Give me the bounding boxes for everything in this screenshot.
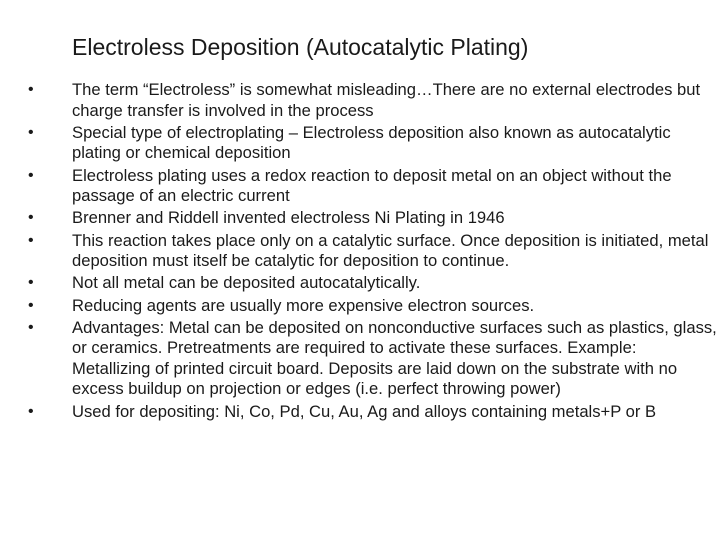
bullet-item <box>28 166 718 207</box>
bullet-item <box>28 231 718 272</box>
bullet-list <box>28 80 718 424</box>
bullet-icon: • <box>28 123 34 141</box>
bullet-text: Brenner and Riddell invented electroless Ni Plating in 1946 <box>72 208 505 228</box>
bullet-item <box>28 296 718 317</box>
bullet-icon: • <box>28 209 34 227</box>
slide-title: Electroless Deposition (Autocatalytic Plating) <box>72 34 529 60</box>
bullet-icon: • <box>28 274 34 292</box>
bullet-text: Electroless plating uses a redox reaction to deposit metal on an object without the passage of an electric current <box>72 165 672 206</box>
bullet-icon: • <box>28 81 34 98</box>
bullet-icon: • <box>28 402 34 420</box>
bullet-item <box>28 208 718 229</box>
bullet-item <box>28 318 718 400</box>
bullet-icon: • <box>28 166 34 184</box>
bullet-icon: • <box>28 296 34 314</box>
bullet-icon: • <box>28 318 34 336</box>
bullet-text: This reaction takes place only on a catalytic surface. Once deposition is initiated, metal deposition must itself be catalytic for deposition to continue. <box>72 230 709 271</box>
bullet-text: Used for depositing: Ni, Co, Pd, Cu, Au, Ag and alloys containing metals+P or B <box>72 401 657 421</box>
bullet-text: The term “Electroless” is somewhat misleading…There are no external electrodes but charge transfer is involved in the process <box>72 80 701 120</box>
bullet-item <box>28 402 718 423</box>
bullet-text: Advantages: Metal can be deposited on nonconductive surfaces such as plastics, glass, or ceramics. Pretreatments are required to activate these surfaces. Example: Metallizing of printed circuit board. Deposits are laid down on the substrate with no excess buildup on projection or edges (i.e. perfect throwing power) <box>72 317 717 399</box>
bullet-item <box>28 80 718 121</box>
bullet-item <box>28 273 718 294</box>
bullet-text: Special type of electroplating – Electroless deposition also known as autocatalytic plating or chemical deposition <box>72 122 671 163</box>
bullet-item <box>28 123 718 164</box>
bullet-icon: • <box>28 231 34 249</box>
bullet-text: Reducing agents are usually more expensive electron sources. <box>72 295 535 315</box>
bullet-text: Not all metal can be deposited autocatalytically. <box>72 273 421 293</box>
